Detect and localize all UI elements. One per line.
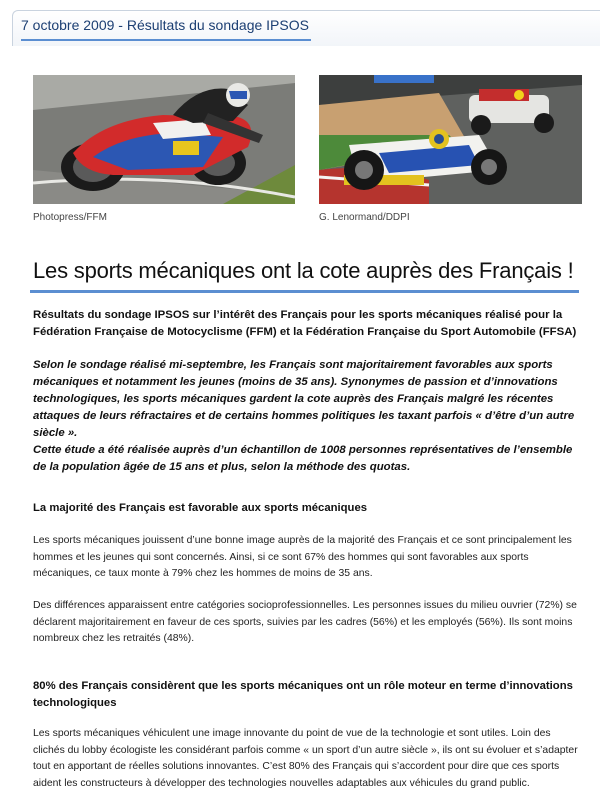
intro-paragraph-1: Selon le sondage réalisé mi-septembre, les Français sont majoritairement favorables aux sports mécaniques et notamment les jeunes (moins de 35 ans). Synonymes de passion et d’innovations technologiques, les sports mécaniques gardent la cote auprès des Français malgré les récentes attaques de leurs réfractaires et de certains hommes politiques les taxant parfois « d’être d’un autre siècle ». (33, 359, 575, 439)
photo-credit-left: Photopress/FFM (33, 212, 107, 223)
article-intro (33, 357, 585, 476)
section-2-heading: 80% des Français considèrent que les sports mécaniques ont un rôle moteur en terme d’innovations technologiques (33, 680, 573, 709)
intro-paragraph-2: Cette étude a été réalisée auprès d’un échantillon de 1008 personnes représentatives de l’ensemble de la population âgée de 15 ans et plus, selon la méthode des quotas. (33, 444, 573, 473)
photo-credit-right: G. Lenormand/DDPI (319, 212, 410, 223)
article-title: Les sports mécaniques ont la cote auprès des Français ! (33, 258, 574, 283)
section-1-paragraph-1: Les sports mécaniques jouissent d’une bonne image auprès de la majorité des Français et ce sont principalement les hommes et les jeunes qui sont concernés. Ainsi, si ce sont 67% des hommes qui sont favorables aux sports mécaniques, ce taux monte à 79% chez les hommes de moins de 35 ans. (33, 535, 572, 579)
section-1-paragraph-2: Des différences apparaissent entre catégories socioprofessionnelles. Les personnes issues du milieu ouvrier (72%) se déclarent majoritairement en faveur de ces sports, suivies par les cadres (56%) et les employés (56%). Ils sont moins nombreux chez les retraités (48%). (33, 600, 577, 644)
article-title-underline (30, 290, 579, 293)
article-lead: Résultats du sondage IPSOS sur l’intérêt des Français pour les sports mécaniques réalisé pour la Fédération Française de Motocyclisme (FFM) et la Fédération Française du Sport Automobile (FFSA) (33, 309, 577, 338)
date-header (12, 10, 600, 46)
motorcycle-racing-photo (33, 75, 295, 204)
section-2-paragraph-1: Les sports mécaniques véhiculent une image innovante du point de vue de la technologie et sont utiles. Loin des clichés du lobby écologiste les considérant parfois comme « un sport d’un autre siècle », ils ont su évoluer et s’adapter tout en apportant de réelles solutions innovantes. C’est 80% des Français qui s’accordent pour dire que ces sports aident les constructeurs à développer des technologies nouvelles adaptables aux véhicules du grand public. (33, 728, 578, 789)
date-title: 7 octobre 2009 - Résultats du sondage IPSOS (21, 17, 309, 33)
date-title-underline (21, 39, 311, 41)
section-1-heading: La majorité des Français est favorable aux sports mécaniques (33, 502, 368, 514)
formula-racing-photo (319, 75, 582, 204)
